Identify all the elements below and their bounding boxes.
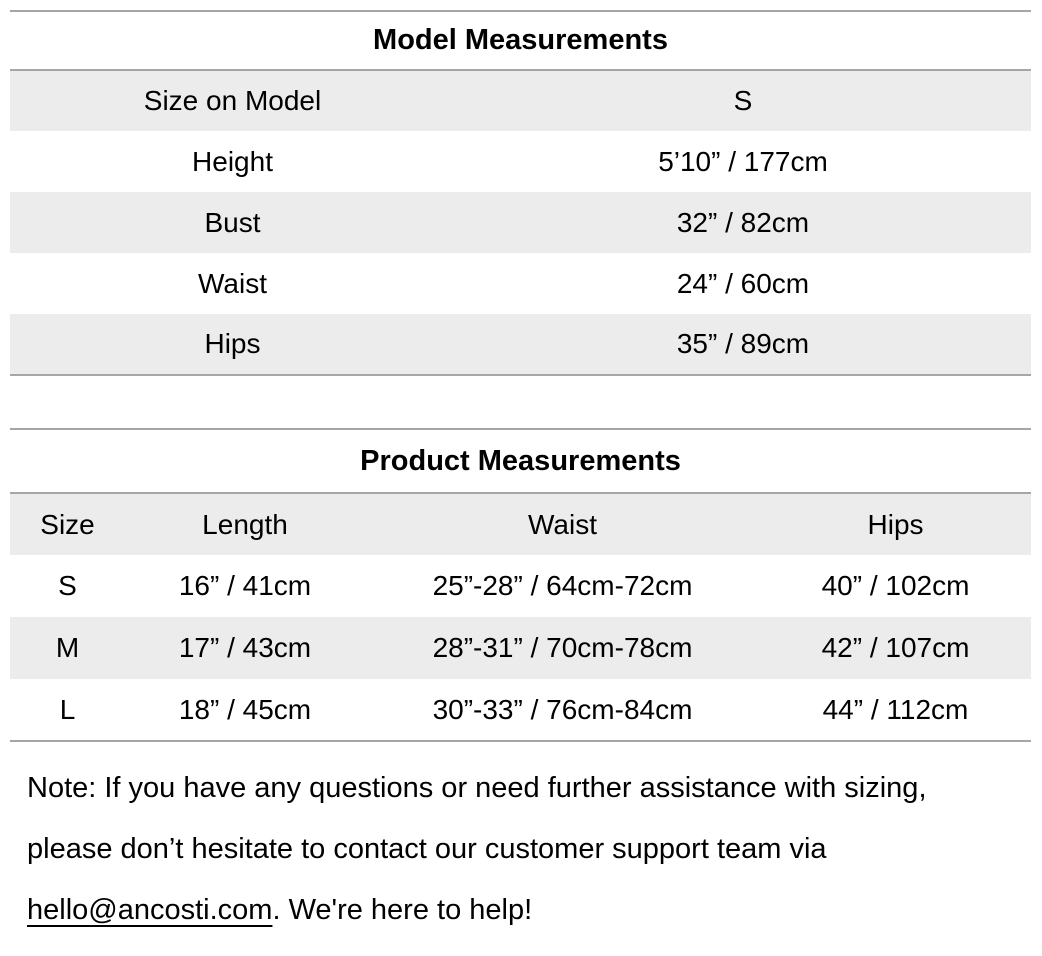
product-table-title: Product Measurements [10,429,1031,493]
table-row [10,70,1031,131]
column-header-hips: Hips [760,493,1031,555]
note-line-3 [27,880,1032,941]
length-cell: 16” / 41cm [178,570,312,602]
model-row-value: 35” / 89cm [455,314,1031,375]
model-row-value: 5’10” / 177cm [658,145,828,177]
model-row-label: Size on Model [10,70,455,131]
model-row-label: Hips [10,314,455,375]
hips-cell: 42” / 107cm [760,617,1031,679]
table-row [10,253,1031,314]
table-header-row [10,493,1031,555]
table-row [10,131,1031,192]
model-row-value: 24” / 60cm [676,267,810,299]
note-line-2: please don’t hesitate to contact our customer support team via [27,833,827,865]
waist-cell: 28”-31” / 70cm-78cm [365,617,760,679]
waist-cell: 25”-28” / 64cm-72cm [432,570,693,602]
size-cell: S [58,570,77,602]
column-header-waist: Waist [365,493,760,555]
model-row-label: Waist [198,267,267,299]
sizing-note [27,758,1032,941]
table-row [10,11,1031,70]
model-measurements-table [10,10,1031,376]
model-row-value: 32” / 82cm [455,192,1031,253]
table-row [10,679,1031,741]
length-cell: 18” / 45cm [178,693,312,725]
table-row [10,314,1031,375]
model-row-value: S [455,70,1031,131]
waist-cell: 30”-33” / 76cm-84cm [432,693,693,725]
table-row [10,192,1031,253]
note-line-1: Note: If you have any questions or need further assistance with sizing, [27,772,927,804]
model-table-title: Model Measurements [10,11,1031,70]
table-row [10,617,1031,679]
length-cell: 17” / 43cm [125,617,365,679]
note-line-3-rest: . We're here to help! [272,894,533,926]
hips-cell: 44” / 112cm [822,693,969,725]
table-row [10,429,1031,493]
product-measurements-table [10,428,1031,742]
column-header-size: Size [10,493,125,555]
model-row-label: Height [192,145,273,177]
model-row-label: Bust [10,192,455,253]
column-header-length: Length [125,493,365,555]
support-email-link[interactable]: hello@ancosti.com [27,894,273,926]
size-cell: L [59,693,76,725]
size-cell: M [10,617,125,679]
hips-cell: 40” / 102cm [821,570,970,602]
table-row [10,555,1031,617]
